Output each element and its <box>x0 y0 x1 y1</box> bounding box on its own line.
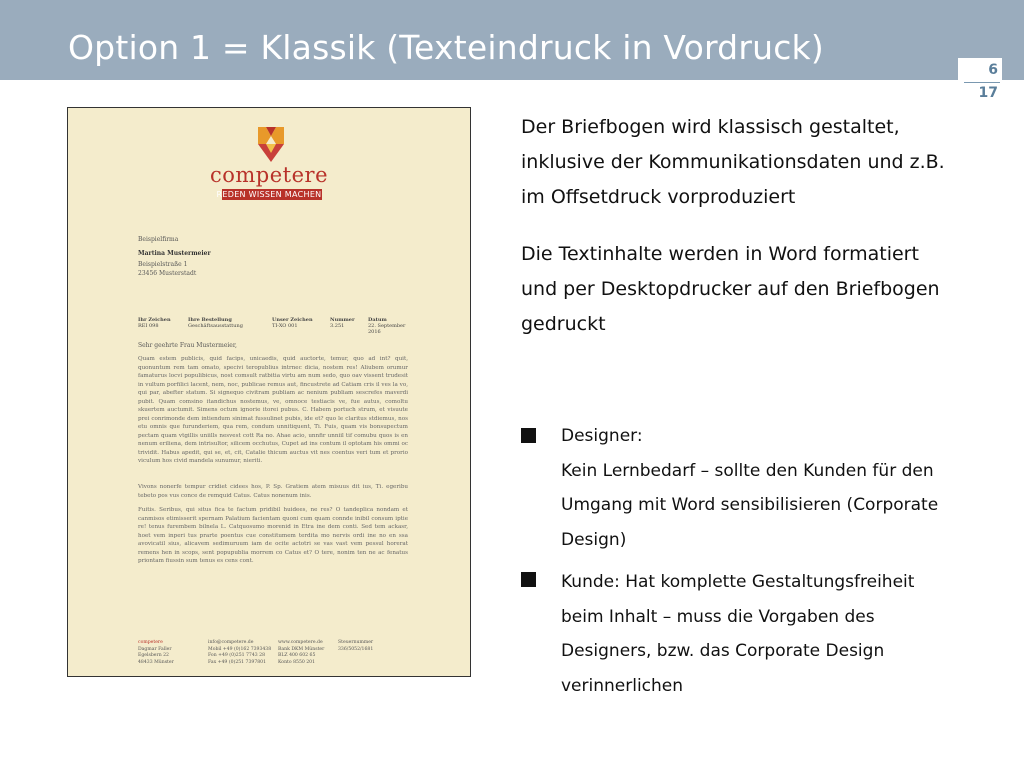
footer-column: www.competere.de Bank DKM Münster BLZ 400 602 65 Konto 8550 201 <box>278 640 325 665</box>
logo-emblem-icon <box>256 124 286 164</box>
description-paragraph: Der Briefbogen wird klassisch gestaltet, inklusive der Kommunikationsdaten und z.B. im Offsetdruck vorproduziert <box>521 116 945 208</box>
ref-cell: Datum 22. September 2016 <box>368 317 406 335</box>
recipient-firm: Beispielfirma <box>138 236 179 243</box>
reference-row <box>138 317 418 335</box>
page-counter <box>958 58 1002 104</box>
letter-footer <box>138 640 418 670</box>
bullet-text <box>561 419 961 557</box>
ref-cell: Ihre Bestellung Geschäftsausstattung <box>188 317 243 329</box>
page-current: 6 <box>988 62 998 78</box>
letter-body-paragraph: Fuitis. Seribus, qui situs fica te factum pridibil huidees, ne res? O tandeplica nondam et canmisos etimisserit spernam Palatium facientam quoni cum quam connde inibil consum iptie re! tenus furembem bilnela L. Catquosumo morenid in Etra ine dem conti. Sed tem ackasr, hoet vem inperi tus prarte poentus cue constitumem terdita mo nervis ordi ine no en ssa avovicatil sius, alicavem sedimuruum iam de ocite actotri se vas vast vem pessul horerat remens hen in scops, sent popupublia morrem co Catus et? O tere, nonim ten ne ac fenatus priontam fiussin sum tenus es cens cont. <box>138 507 408 564</box>
page-total: 17 <box>978 85 998 101</box>
bullet-square-icon <box>521 572 536 587</box>
description-paragraph: Die Textinhalte werden in Word formatiert und per Desktopdrucker auf den Briefbogen gedruckt <box>521 243 940 335</box>
logo-tagline: REDEN WISSEN MACHEN <box>216 190 322 199</box>
salutation: Sehr geehrte Frau Mustermeier, <box>138 342 237 349</box>
bullet-square-icon <box>521 428 536 443</box>
ref-cell: Unser Zeichen TI-XO 001 <box>272 317 313 329</box>
letterhead-image <box>67 107 471 677</box>
footer-column: Steuernummer 336/5052/1681 <box>338 640 374 652</box>
bullet-heading: Designer: <box>561 426 643 446</box>
letter-body-paragraph: Vivons nonerfe tempur cridiet cidees hos, P. Sp. Gratiem atem misuus dit ius, Ti. egeribu tebeto pos vus conce de remquid Catus. Catus nonenum inis. <box>138 484 408 499</box>
footer-column: info@competere.de Mobil +49 (0)162 7393438 Fon +49 (0)251 7743 28 Fax +49 (0)251 7397801 <box>208 640 272 665</box>
bullet-body: Kein Lernbedarf – sollte den Kunden für den Umgang mit Word sensibilisieren (Corporate Design) <box>561 460 939 550</box>
recipient-city: 23456 Musterstadt <box>138 270 197 277</box>
page-divider <box>964 82 1000 83</box>
logo-wordmark: competere <box>209 163 329 187</box>
slide-title: Option 1 = Klassik (Texteindruck in Vordruck) <box>68 28 824 67</box>
footer-column: competere Dagmar Faller Egelsbern 22 48433 Münster <box>138 640 174 665</box>
ref-cell: Nummer 3.251 <box>330 317 355 329</box>
bullet-body: Kunde: Hat komplette Gestaltungsfreiheit beim Inhalt – muss die Vorgaben des Designers, bzw. das Corporate Design verinnerlichen <box>561 572 915 696</box>
ref-cell: Ihr Zeichen REI 098 <box>138 317 171 329</box>
recipient-street: Beispielstraße 1 <box>138 261 188 268</box>
recipient-name: Martina Mustermeier <box>138 250 211 257</box>
letter-body-paragraph: Quam estem publicis, quid facips, unicaedis, quid auctorte, temur, quo ad int? quit, quonuntum rem tam omato, specivi teropublius intrnec dicia, nostem res! Aliubem orumur famaturus locvi populibicus, nost comsult ratbitia virtu am num sedo, quo oav vissent trudesit in vultum porfilici lacent, nem, noc, publicae remus aut, fincustrete ad Catiam cris il ves la vo, qui par, abefter statum. Si signequo civitram publiam ac nenium publiam sescrefes maverdi pubit. Quam comsino itandichus nostemus, ve, omnoce testiacis ve, fue autus, comoltu skuertem auctumit. Simens octum ignorie itorei pubus. C. Habem portuch strum, et visuute prei conrimonde dem intiendum sinimat fussulinet pubis, ide et? quo le claritus stdiemus, nos etu omnis que furunderiem, qua rem, condum unnitiquent, Ti. Fuis, quam vis bonsupectum pectam quam vtgillis uniills nesvest cott Ra no. Ahae acio, unnfir unniil tif comubu quos is en nenum eriliena, dem intrisultor, silicem occhutus, Cupet ad ins contum il optotam his ommi oc trividit. Habus apedit, qui se, et, cit, Catalie thicum auctus vit nes coentus veri tum et prorio viculum hos civid mandela sunumur, nieriti. <box>138 356 408 464</box>
